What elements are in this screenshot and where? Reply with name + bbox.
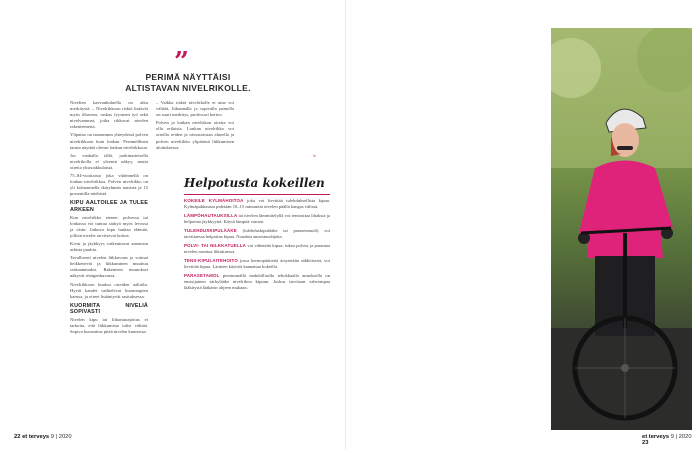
tip-key: POLVI- TAI NILKKATUELLA: [184, 243, 247, 248]
right-page: [346, 0, 692, 450]
paragraph: Nivelten kasvunkuluella on aiku merkitystä. – Nivelrikkoon riskiä lisäävät myös ilhaveus, raskas fyysinen työ sekä nivelvammat, jotka rikkovat nivelen rakenteeneita.: [70, 100, 148, 130]
tip-item: [184, 273, 330, 291]
paragraph: Polven ja lonkan nivelrikon oireita voi olla erilaisia. Lonkan nivelrikko voi oireilla reiden ja nivustaivaan alueella ja polven nivelrikko ylipäänsä liikkumisen aloituksessa.: [156, 120, 234, 150]
paragraph: Kivut ja jäykkyys vaikeuttavat aamuisin arkista puuhia.: [70, 240, 148, 253]
paragraph: Nivelen kipu tai liikuntarajoitus ei tarkoita, että liikkumista tulisi välttää. Sopiva kuormitus pitää nivelen kunnossa.: [70, 317, 148, 335]
quote-mark-icon: ”: [174, 47, 189, 77]
tip-key: KOKEILE KYLMÄHOITOA: [184, 198, 244, 203]
article-column-1: [70, 100, 148, 337]
tip-item: [184, 228, 330, 240]
tip-text: jossa hermopäätteitä ärsytetään sähköisesti, voi lievittää kipua. Laitteen käyttöä kannattaa kokeilla.: [184, 258, 330, 269]
tip-item: [184, 243, 330, 255]
cyclist-illustration: [551, 28, 692, 430]
tip-key: PARASETAMOL: [184, 273, 220, 278]
paragraph: Ylipaino on taraammin yhteydessä polven nivelrikkoon kuin lonkan. Perinnöllinen tausta näyttää olevan lonkan nivelrikkoon.: [70, 132, 148, 150]
right-footer: [642, 434, 692, 446]
paragraph: Nivelrikkoon kuuluu oireiden aaltoilu. Hyvät kaudet vaihtelevat huonompien kanssa, ja oireet lisääntyvät rasituksessa.: [70, 281, 148, 299]
cyclist-photo: [551, 28, 692, 430]
brand-name: et terveys: [22, 434, 50, 440]
tip-text: joka voi lievittää tulehduksellista kipua. Kylmäpakkausta pidetään 10–15 minuuttia nivelen päällä kangas välissä.: [184, 198, 330, 209]
section-heading: KUORMITA NIVELIÄ SOPIVASTI: [70, 302, 148, 315]
tip-text: voi vähentää kipua, tukea polvea ja parantaa nivelen asentoa liikuttaessa.: [184, 243, 330, 254]
left-footer: [14, 434, 72, 440]
tips-box: [184, 198, 330, 294]
paragraph: 75–84-vuotiaista joka viidennellä on lonkan nivelrikkoa. Polven nivelrikko on yli kolmannella ikäryhmän naisista ja 15 prosentilla miehistä.: [70, 173, 148, 197]
continue-arrow-icon: »: [313, 153, 316, 159]
tip-text: tai nivelen lämmittelyllä voi rentouttaa lihaksia ja helpottaa jäykkyyttä. Käytä lämpöä varoen.: [184, 213, 330, 224]
tips-divider: [184, 194, 330, 195]
paragraph: Jos vanhalla iällä, jonkinasteisella nivelrikolla ei yleensä näkyy, mutta oireita yksisiakkulaisia.: [70, 152, 148, 170]
issue-label: 9 | 2020: [670, 434, 692, 440]
page-number: 22: [14, 434, 21, 440]
article-column-2: [156, 100, 234, 153]
section-heading: KIPU AALTOILEE JA TULEE ARKEEN: [70, 200, 148, 213]
paragraph: Kun nivelrikko etenee, polvessa tai lonkassa voi tuntua särkyä myös levossa ja öisin. Jatkuva kipu haittaa elämää, jolloin nivelet tarvitsevat hoitoa.: [70, 214, 148, 238]
brand-name: et terveys: [642, 434, 670, 440]
tip-text: (tulehduskipulääke tai parasetamoli) voi tarvittaessa helpottaa kipua. Noudata annostusohjeita.: [184, 228, 330, 239]
paragraph: Tavallisesti nivelen liikkuvuus ja voimat heikkenevät ja liikkuminen muuttuu raskaammaksi. Rakenteen muutokset näkyvät röntgenkuvassa.: [70, 255, 148, 279]
tips-title: Helpotusta kokeillen: [184, 176, 325, 190]
tip-key: TULEHDUSKIPULÄÄKE: [184, 228, 237, 233]
pull-quote: PERIMÄ NÄYTTÄISI ALTISTAVAN NIVELRIKOLLE.: [125, 72, 251, 93]
tip-item: [184, 198, 330, 210]
page-number: 23: [642, 440, 649, 446]
tip-key: TENS-KIPULAITEHOITO: [184, 258, 238, 263]
tip-key: LÄMPÖHAUTAUKSILLA: [184, 213, 238, 218]
tip-text: pienimmällä mahdollisella tehokkaalla annoksella on ensisijainen särkylääke nivelrikon kipuun. Joskus tarvitaan vahvempaa lääkitystä lääkärin ohjeen mukaan.: [184, 273, 330, 290]
tip-item: [184, 258, 330, 270]
issue-label: 9 | 2020: [50, 434, 72, 440]
paragraph: – Vaikka riskiä nivelrikolle ei aina voi välttää, liikunnalla ja sopivalla painolla on suuri merkitys, professori kertoo.: [156, 100, 234, 118]
tip-item: [184, 213, 330, 225]
